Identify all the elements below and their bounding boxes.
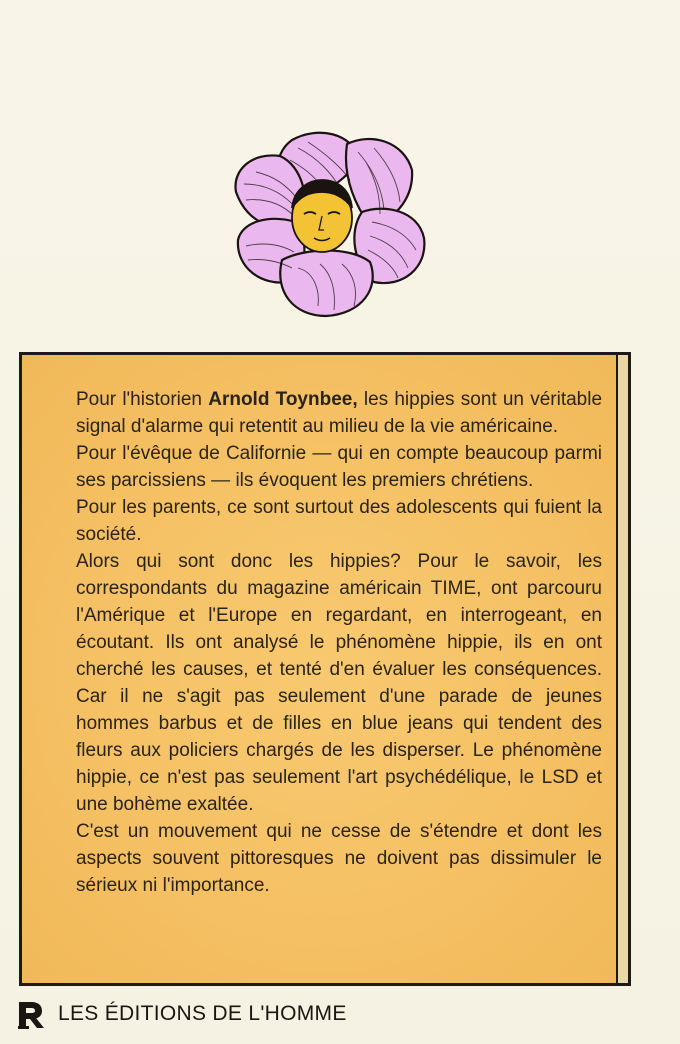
author-name: Arnold Toynbee, (208, 389, 358, 410)
publisher-name: LES ÉDITIONS DE L'HOMME (58, 1002, 347, 1025)
blurb-text (76, 386, 602, 899)
paragraph-movement: C'est un mouvement qui ne cesse de s'étendre et dont les aspects souvent pittoresques ne doivent pas dissimuler le sérieux ni l'importance. (76, 821, 602, 896)
paragraph-parents: Pour les parents, ce sont surtout des adolescents qui fuient la société. (76, 497, 602, 545)
blurb-box (19, 352, 631, 986)
publisher-footer (16, 996, 347, 1032)
flower-face-icon (222, 122, 432, 322)
paragraph-bishop: Pour l'évêque de Californie — qui en compte beaucoup parmi ses parcissiens — ils évoquent les premiers chrétiens. (76, 443, 602, 491)
paragraph-toynbee (76, 386, 602, 440)
paragraph-1-lead: Pour l'historien (76, 389, 209, 410)
paragraph-time-magazine: Alors qui sont donc les hippies? Pour le savoir, les correspondants du magazine américain TIME, ont parcouru l'Amérique et l'Europe en regardant, en interrogeant, en écoutant. Ils ont analysé le phénomène hippie, ils en ont cherché les causes, et tenté d'en évaluer les conséquences. Car il ne s'agit pas seulement d'une parade de jeunes hommes barbus et de filles en blue jeans qui tendent des fleurs aux policiers chargés de les disperser. Le phénomène hippie, ce n'est pas seulement l'art psychédélique, le LSD et une bohème exaltée. (76, 551, 602, 815)
publisher-logo-icon (16, 998, 46, 1030)
paragraph-1-rest: les hippies sont un véritable signal d'alarme qui retentit au milieu de la vie américaine. (76, 389, 603, 437)
